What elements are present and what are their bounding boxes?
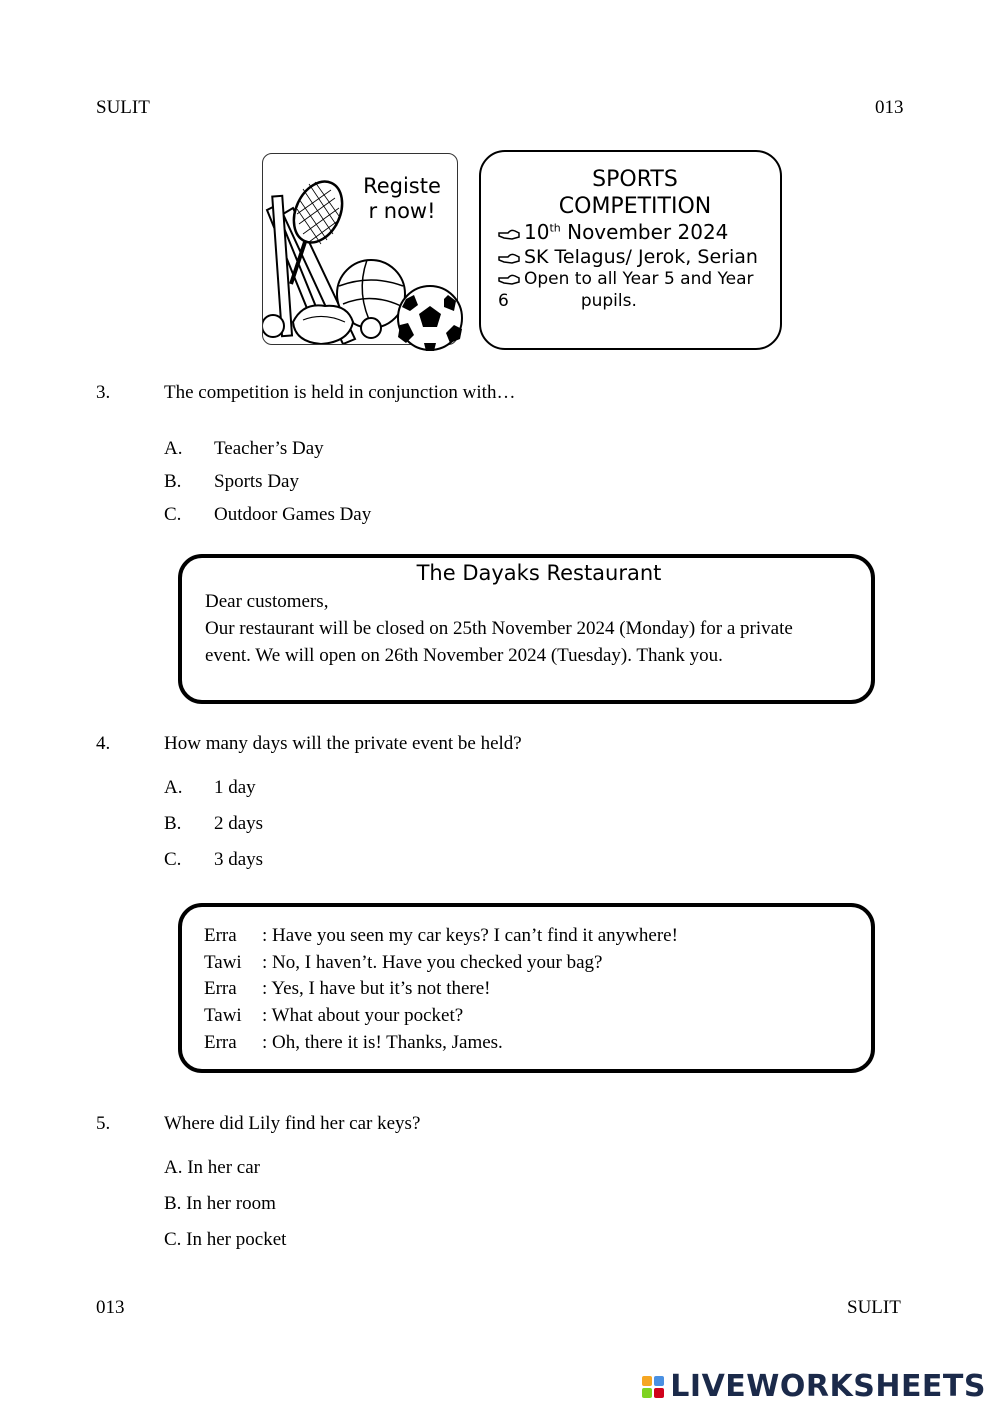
restaurant-line1: Our restaurant will be closed on 25th November 2024 (Monday) for a private (205, 618, 793, 639)
dialogue-line: : What about your pocket? (262, 1005, 464, 1026)
footer-right: SULIT (847, 1297, 901, 1318)
dialogue-line: : Yes, I have but it’s not there! (262, 978, 491, 999)
dialogue-speaker: Erra (204, 925, 237, 946)
q5-option-c[interactable]: C. In her pocket (164, 1229, 287, 1250)
liveworksheets-brand: LIVEWORKSHEETS (642, 1369, 986, 1404)
q3-option-a-letter[interactable]: A. (164, 438, 183, 459)
question-4-text: How many days will the private event be held? (164, 733, 522, 754)
question-3-number: 3. (96, 382, 111, 403)
header-left: SULIT (96, 97, 150, 118)
dialogue-line: : Oh, there it is! Thanks, James. (262, 1032, 503, 1053)
logo-square (654, 1388, 664, 1398)
restaurant-greeting: Dear customers, (205, 591, 329, 612)
liveworksheets-logo-icon (642, 1376, 664, 1398)
q3-option-a[interactable]: Teacher’s Day (214, 438, 324, 459)
logo-square (654, 1376, 664, 1386)
soccer-ball-icon (392, 285, 468, 351)
question-5-number: 5. (96, 1113, 111, 1134)
q4-option-a-letter[interactable]: A. (164, 777, 183, 798)
header-right: 013 (875, 97, 904, 118)
dialogue-speaker: Tawi (204, 952, 242, 973)
sports-eligibility-cont: 6 pupils. (498, 291, 637, 311)
sports-title-line2: COMPETITION (558, 194, 712, 219)
q3-option-c-letter[interactable]: C. (164, 504, 182, 525)
restaurant-line2: event. We will open on 26th November 2024 (Tuesday). Thank you. (205, 645, 723, 666)
dialogue-line: : Have you seen my car keys? I can’t find it anywhere! (262, 925, 678, 946)
logo-square (642, 1388, 652, 1398)
dialogue-speaker: Erra (204, 1032, 237, 1053)
sports-venue: SK Telagus/ Jerok, Serian (498, 246, 758, 268)
dialogue-line: : No, I haven’t. Have you checked your bag? (262, 952, 603, 973)
q5-option-b[interactable]: B. In her room (164, 1193, 276, 1214)
logo-square (642, 1376, 652, 1386)
q4-option-b[interactable]: 2 days (214, 813, 264, 834)
dialogue-speaker: Erra (204, 978, 237, 999)
q3-option-b-letter[interactable]: B. (164, 471, 182, 492)
pointing-hand-icon (498, 227, 520, 241)
question-3-text: The competition is held in conjunction with… (164, 382, 516, 403)
footer-left: 013 (96, 1297, 125, 1318)
question-4-number: 4. (96, 733, 111, 754)
q4-option-c-letter[interactable]: C. (164, 849, 182, 870)
q3-option-c[interactable]: Outdoor Games Day (214, 504, 372, 525)
restaurant-title: The Dayaks Restaurant (416, 561, 662, 585)
q3-option-b[interactable]: Sports Day (214, 471, 299, 492)
q5-option-a[interactable]: A. In her car (164, 1157, 261, 1178)
sports-date: 10th November 2024 (498, 220, 728, 244)
register-now-text: Registe r now! (363, 174, 441, 223)
question-5-text: Where did Lily find her car keys? (164, 1113, 421, 1134)
pointing-hand-icon (498, 272, 520, 286)
q4-option-c[interactable]: 3 days (214, 849, 264, 870)
dialogue-speaker: Tawi (204, 1005, 242, 1026)
sports-title-line1: SPORTS (592, 167, 678, 192)
pointing-hand-icon (498, 251, 520, 265)
q4-option-a[interactable]: 1 day (214, 777, 256, 798)
sports-eligibility: Open to all Year 5 and Year (498, 269, 754, 289)
q4-option-b-letter[interactable]: B. (164, 813, 182, 834)
